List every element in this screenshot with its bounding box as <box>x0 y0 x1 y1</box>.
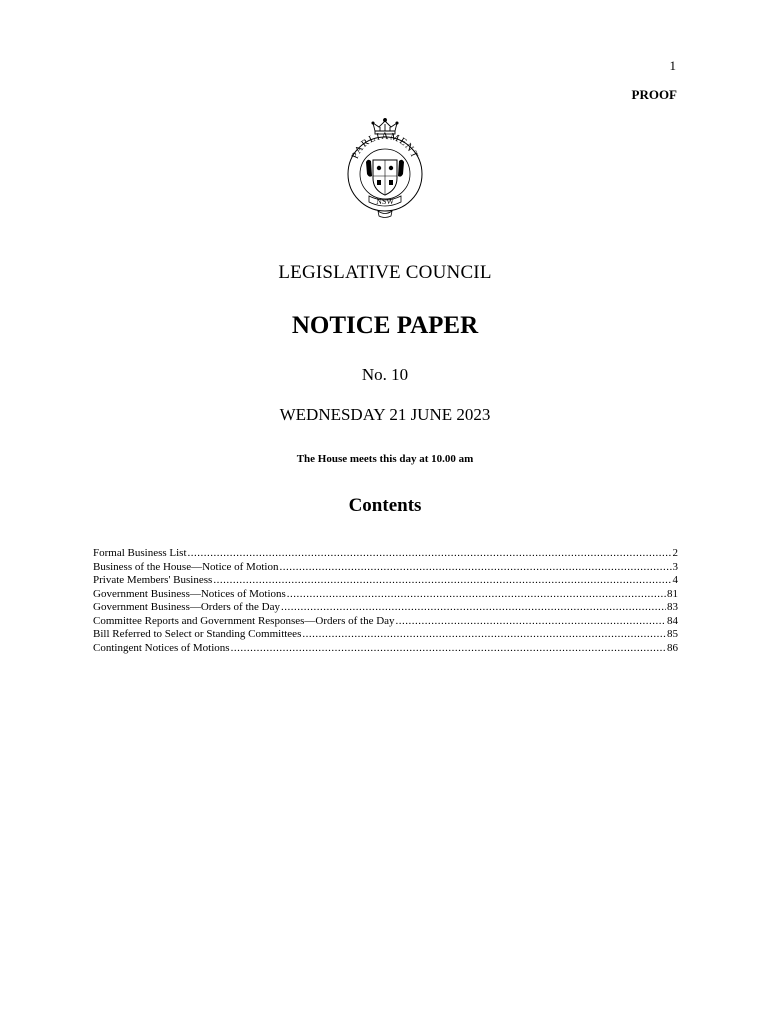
toc-entry-title: Government Business—Notices of Motions <box>93 587 286 600</box>
crest-arc-text: PARLIAMENT <box>349 130 421 161</box>
toc-entry-title: Government Business—Orders of the Day <box>93 601 280 613</box>
dot-leader <box>287 588 666 602</box>
toc-entry-bill-referred[interactable] <box>93 628 678 642</box>
toc-entry-page: 86 <box>667 641 678 654</box>
dot-leader <box>302 628 666 642</box>
toc-entry-formal-business-list[interactable] <box>93 547 678 561</box>
dot-leader <box>213 574 671 588</box>
dot-leader <box>231 642 666 656</box>
table-of-contents <box>93 547 678 655</box>
dot-leader <box>396 615 666 629</box>
dot-leader <box>281 601 666 615</box>
parliament-nsw-crest <box>344 118 426 220</box>
council-title: LEGISLATIVE COUNCIL <box>278 262 492 283</box>
svg-text:PARLIAMENT <box>350 131 420 161</box>
toc-entry-page: 81 <box>667 587 678 600</box>
toc-entry-committee-reports[interactable] <box>93 615 678 629</box>
toc-entry-business-of-the-house[interactable] <box>93 561 678 575</box>
toc-entry-title: Private Members' Business <box>93 574 213 586</box>
toc-entry-title: Formal Business List <box>93 547 187 559</box>
toc-entry-private-members-business[interactable] <box>93 574 678 588</box>
toc-entry-government-orders-of-the-day[interactable] <box>93 601 678 615</box>
page-number: 1 <box>669 58 676 73</box>
toc-entry-title: Committee Reports and Government Responses—Orders of the Day <box>93 614 395 627</box>
dot-leader <box>279 561 671 575</box>
toc-entry-government-notices-of-motions[interactable] <box>93 588 678 602</box>
toc-entry-page: 84 <box>667 614 678 627</box>
toc-entry-page: 83 <box>667 601 678 613</box>
contents-heading: Contents <box>348 495 422 516</box>
document-title: NOTICE PAPER <box>291 312 479 339</box>
toc-entry-page: 85 <box>667 628 678 640</box>
paper-number: No. 10 <box>361 365 409 384</box>
toc-entry-title: Business of the House—Notice of Motion <box>93 560 279 573</box>
toc-entry-title: Bill Referred to Select or Standing Committees <box>93 628 302 640</box>
toc-entry-page: 3 <box>672 560 678 573</box>
toc-entry-page: 2 <box>672 547 678 559</box>
dot-leader <box>188 547 672 561</box>
crest-badge-text: NSW <box>376 197 394 206</box>
toc-entry-contingent-notices[interactable] <box>93 642 678 656</box>
sitting-date: WEDNESDAY 21 JUNE 2023 <box>279 405 491 424</box>
sitting-time-note: The House meets this day at 10.00 am <box>296 453 474 465</box>
toc-entry-title: Contingent Notices of Motions <box>93 641 230 654</box>
toc-entry-page: 4 <box>672 574 678 586</box>
proof-label: PROOF <box>631 87 677 102</box>
